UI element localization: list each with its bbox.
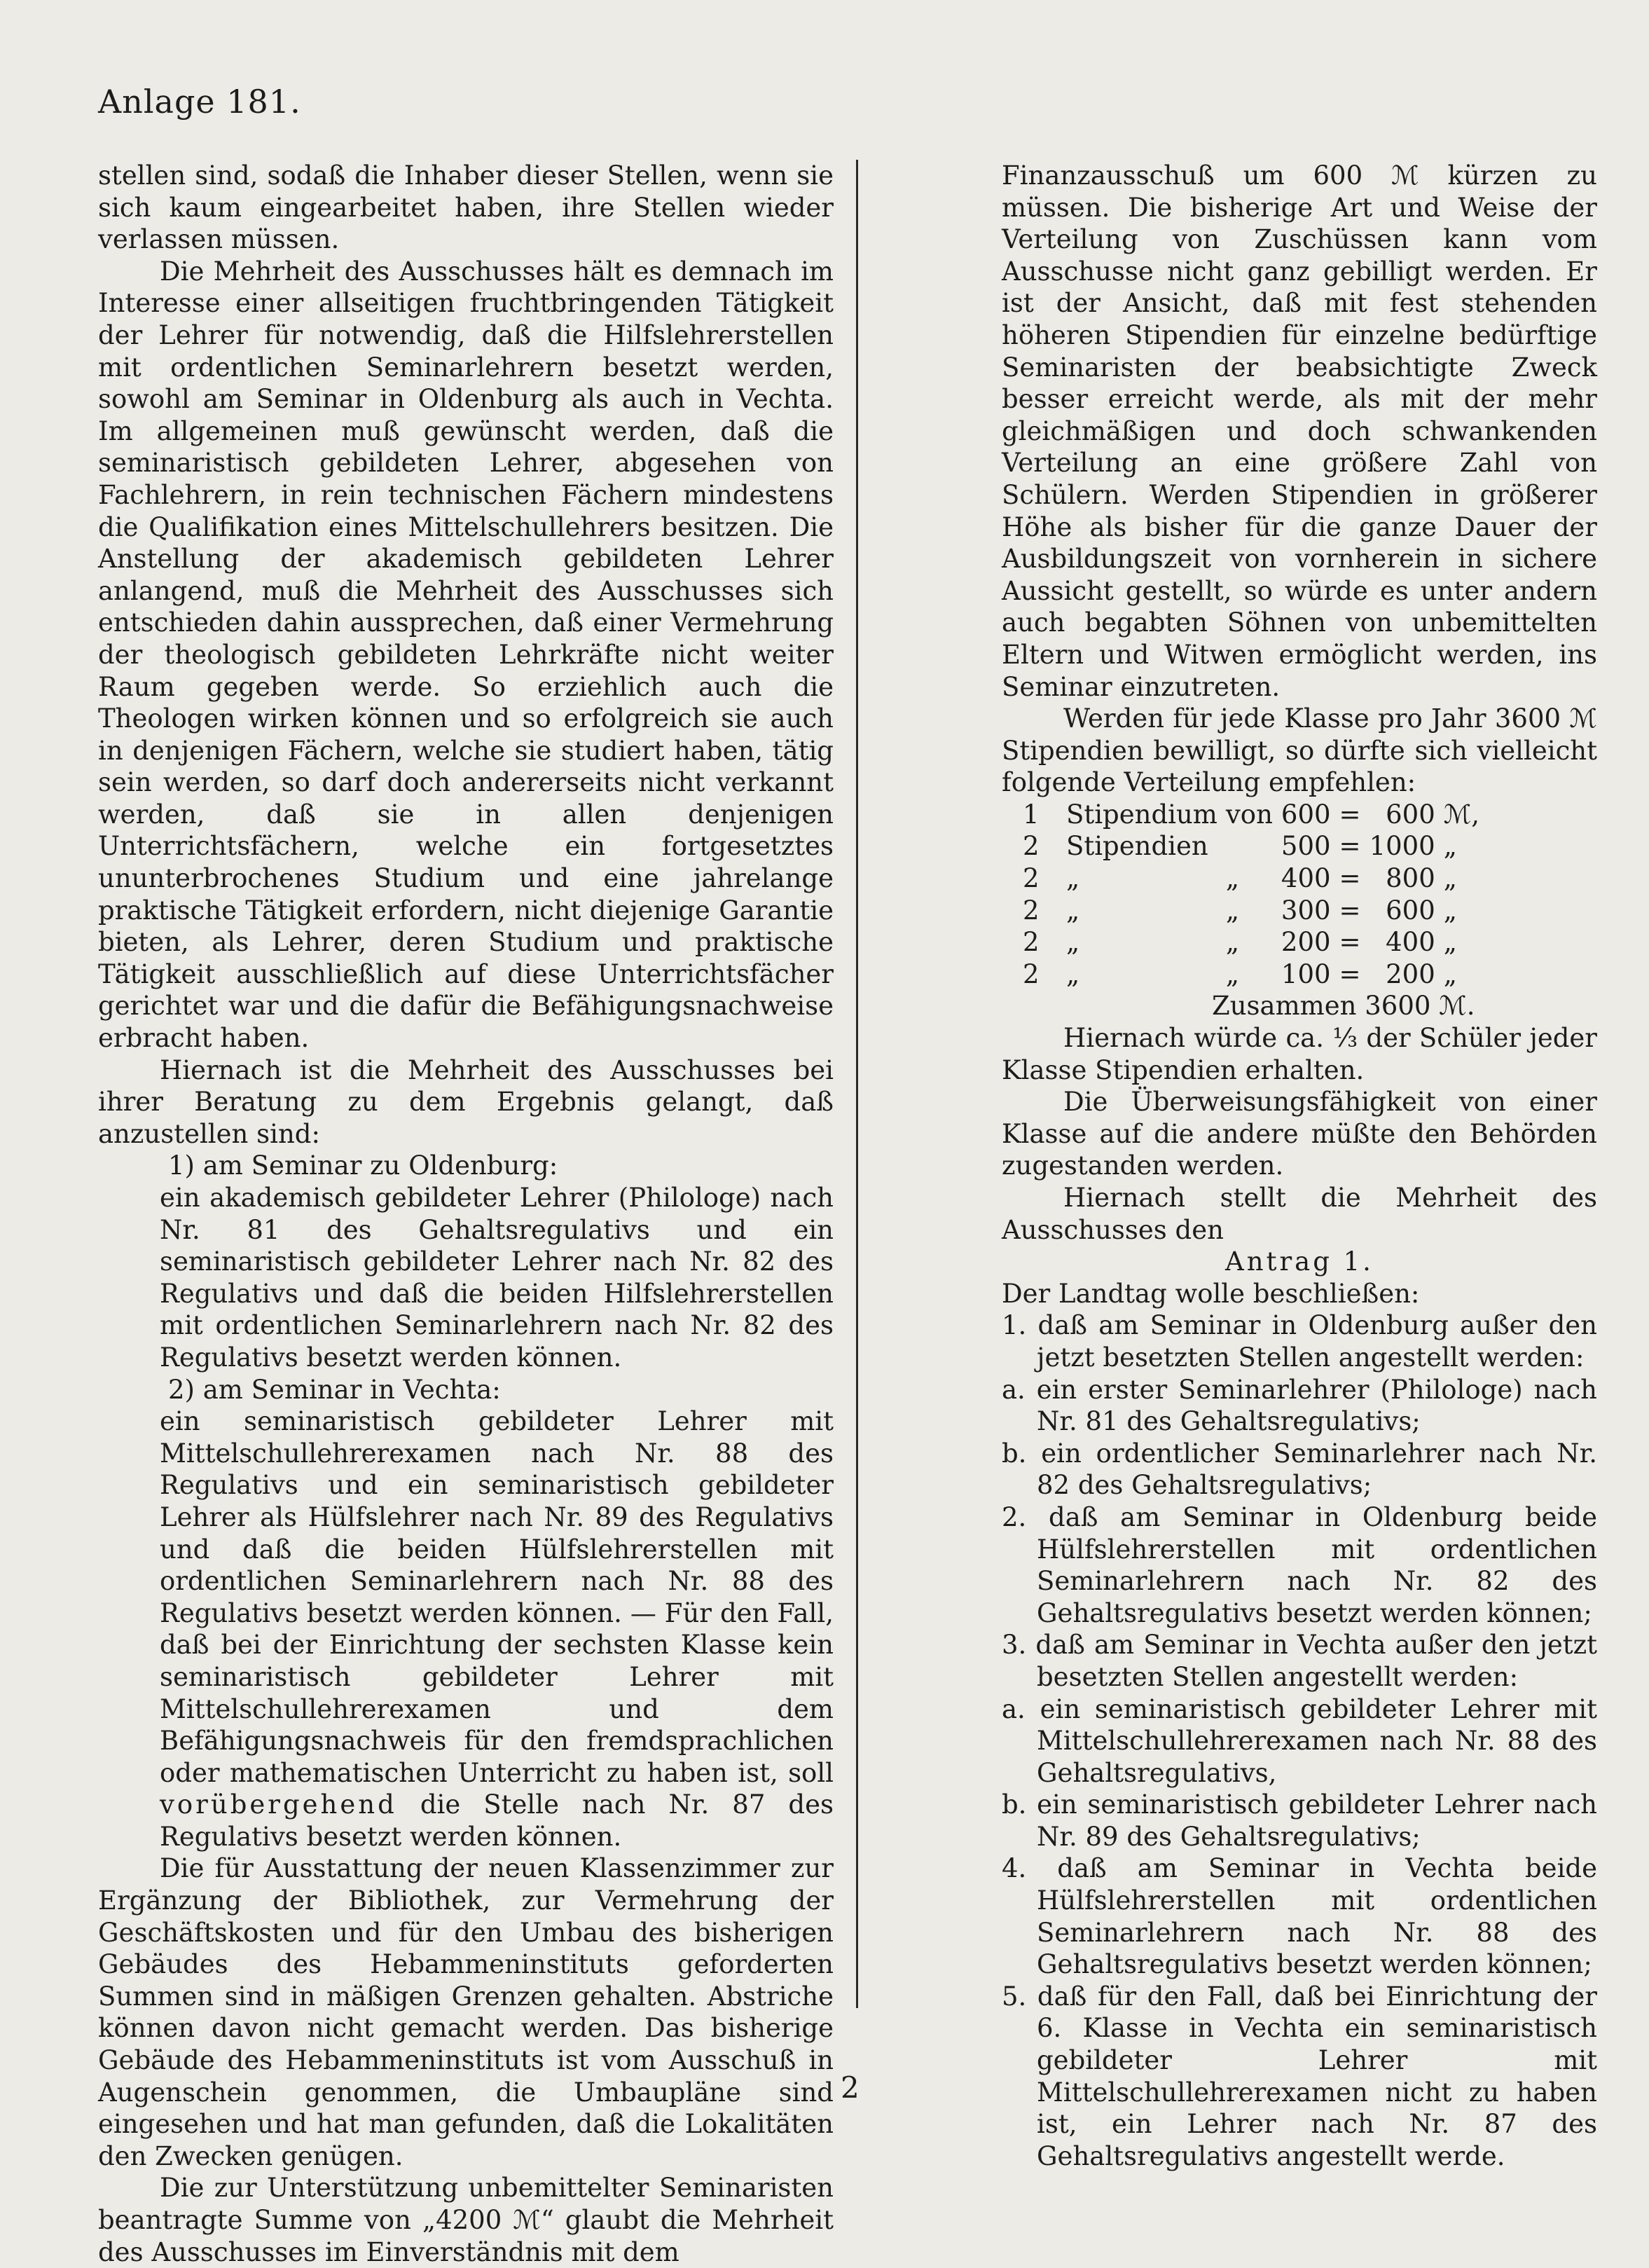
antrag-item: b. ein seminaristisch gebildeter Lehrer nach Nr. 89 des Gehaltsregulativs; — [1002, 1789, 1597, 1852]
stipend-cell-total: 800 — [1386, 863, 1435, 894]
stipend-cell-unit: „ — [1443, 927, 1457, 958]
antrag-item: 1. daß am Seminar in Oldenburg außer den jetzt besetzten Stellen angestellt werden: — [1002, 1310, 1597, 1373]
paragraph: Der Landtag wolle beschließen: — [1002, 1278, 1420, 1309]
stipend-cell-unit: „ — [1443, 831, 1457, 862]
list-item-heading: 2) am Seminar in Vechta: — [168, 1374, 501, 1405]
left-column — [98, 160, 834, 2268]
antrag-item: a. ein seminaristisch gebildeter Lehrer mit Mittelschullehrerexamen nach Nr. 88 des Gehaltsregulativs, — [1002, 1693, 1597, 1788]
stipend-cell-eq: = — [1339, 927, 1361, 958]
stipend-cell-eq: = — [1339, 958, 1361, 989]
stipend-row — [1002, 895, 1484, 927]
stipend-cell-unit: „ — [1443, 895, 1457, 926]
page-number: 2 — [841, 2070, 860, 2105]
stipend-row — [1002, 926, 1484, 958]
stipend-cell-mid — [1222, 830, 1277, 862]
antrag-heading: Antrag 1. — [1225, 1246, 1374, 1277]
stipend-cell-eq: = — [1339, 799, 1361, 830]
stipend-row — [1002, 958, 1484, 991]
antrag-item: 5. daß für den Fall, daß bei Einrichtung der 6. Klasse in Vechta ein seminaristisch gebildeter Lehrer mit Mittelschullehrerexamen nicht zu haben ist, ein Lehrer nach Nr. 87 des Gehaltsregulativs angestellt werde. — [1002, 1981, 1597, 2171]
stipend-cell-mid: von — [1225, 799, 1273, 830]
stipend-cell-label: „ — [1066, 895, 1080, 926]
stipend-cell-mid: „ — [1225, 958, 1240, 989]
list-item-heading: 1) am Seminar zu Oldenburg: — [168, 1150, 558, 1181]
stipend-row — [1002, 830, 1484, 862]
stipend-cell-eq: = — [1339, 831, 1361, 862]
stipend-row — [1002, 799, 1484, 831]
stipend-row — [1002, 862, 1484, 895]
text-run: ein seminaristisch gebildeter Lehrer mit Mittelschullehrerexamen nach Nr. 88 des Regulativs und ein seminaristisch gebildeter Lehrer als Hülfslehrer nach Nr. 89 des Regulativs und daß die beiden Hülfslehrerstellen mit ordentlichen Seminarlehrern nach Nr. 88 des Regulativs besetzt werden können. — Für den Fall, daß bei der Einrichtung der sechsten Klasse kein seminaristisch gebildeter Lehrer mit Mittelschullehrerexamen und dem Befähigungsnachweis für den fremdsprachlichen oder mathematischen Unterricht zu haben ist, soll — [160, 1406, 834, 1788]
stipend-cell-total: 200 — [1386, 958, 1435, 989]
stipend-cell-mid: „ — [1225, 895, 1240, 926]
stipend-cell-n: 2 — [1023, 863, 1040, 894]
list-item-body — [98, 1406, 834, 1853]
paragraph: Hiernach stellt die Mehrheit des Ausschusses den — [1002, 1183, 1597, 1245]
stipend-cell-total: 400 — [1386, 927, 1435, 958]
stipend-cell-label: Stipendium — [1066, 799, 1217, 830]
stipend-cell-n: 2 — [1023, 895, 1040, 926]
paragraph: Finanzausschuß um 600 ℳ kürzen zu müssen. Die bisherige Art und Weise der Verteilung von Zuschüssen kann vom Ausschusse nicht ganz gebilligt werden. Er ist der Ansicht, daß mit fest stehenden höheren Stipendien für einzelne bedürftige Seminaristen der beabsichtigte Zweck besser erreicht werde, als mit der mehr gleichmäßigen und doch schwankenden Verteilung an eine größere Zahl von Schülern. Werden Stipendien in größerer Höhe als bisher für die ganze Dauer der Ausbildungszeit von vornherein in sichere Aussicht gestellt, so würde es unter andern auch begabten Söhnen von unbemittelten Eltern und Witwen ermöglicht werden, ins Seminar einzutreten. — [1002, 160, 1597, 702]
list-item-body: ein akademisch gebildeter Lehrer (Philologe) nach Nr. 81 des Gehaltsregulativs und ein seminaristisch gebildeter Lehrer nach Nr. 82 des Regulativs und daß die beiden Hilfslehrerstellen mit ordentlichen Seminarlehrern nach Nr. 82 des Regulativs besetzt werden können. — [160, 1183, 834, 1373]
antrag-item: b. ein ordentlicher Seminarlehrer nach Nr. 82 des Gehaltsregulativs; — [1002, 1438, 1597, 1501]
stipend-cell-unit: „ — [1443, 863, 1457, 894]
stipend-cell-unit: „ — [1443, 958, 1457, 989]
antrag-item: 4. daß am Seminar in Vechta beide Hülfslehrerstellen mit ordentlichen Seminarlehrern nach Nr. 88 des Gehaltsregulativs besetzt werden können; — [1002, 1853, 1597, 1980]
stipend-cell-label: „ — [1066, 958, 1080, 989]
paragraph: stellen sind, sodaß die Inhaber dieser Stellen, wenn sie sich kaum eingearbeitet haben, ihre Stellen wieder verlassen müssen. — [98, 160, 834, 255]
antrag-list — [1002, 1310, 1597, 2172]
antrag-item: 3. daß am Seminar in Vechta außer den jetzt besetzten Stellen angestellt werden: — [1002, 1630, 1597, 1692]
stipend-cell-amount: 600 — [1281, 799, 1331, 830]
spaced-emphasis: vorübergehend — [160, 1789, 397, 1820]
paragraph: Werden für jede Klasse pro Jahr 3600 ℳ Stipendien bewilligt, so dürfte sich vielleicht folgende Verteilung empfehlen: — [1002, 703, 1597, 798]
stipend-sum: Zusammen 3600 ℳ. — [1212, 991, 1475, 1022]
stipend-cell-label: „ — [1066, 863, 1080, 894]
stipend-cell-total: 600 — [1386, 799, 1435, 830]
stipend-cell-n: 2 — [1023, 958, 1040, 989]
stipend-cell-amount: 500 — [1281, 831, 1331, 862]
stipend-cell-eq: = — [1339, 895, 1361, 926]
paragraph: Die Mehrheit des Ausschusses hält es demnach im Interesse einer allseitigen fruchtbringenden Tätigkeit der Lehrer für notwendig, daß die Hilfslehrerstellen mit ordentlichen Seminarlehrern besetzt werden, sowohl am Seminar in Oldenburg als auch in Vechta. Im allgemeinen muß gewünscht werden, daß die seminaristisch gebildeten Lehrer, abgesehen von Fachlehrern, in rein technischen Fächern mindestens die Qualifikation eines Mittelschullehrers besitzen. Die Anstellung der akademisch gebildeten Lehrer anlangend, muß die Mehrheit des Ausschusses sich entschieden dahin aussprechen, daß einer Vermehrung der theologisch gebildeten Lehrkräfte nicht weiter Raum gegeben werde. So erziehlich auch die Theologen wirken können und so erfolgreich sie auch in denjenigen Fächern, welche sie studiert haben, tätig sein werden, so darf doch andererseits nicht verkannt werden, daß sie in allen denjenigen Unterrichtsfächern, welche ein fortgesetztes ununterbrochenes Studium und eine jahrelange praktische Tätigkeit erfordern, nicht diejenige Garantie bieten, als Lehrer, deren Studium und praktische Tätigkeit ausschließlich auf diese Unterrichtsfächer gerichtet war und die dafür die Befähigungsnachweise erbracht haben. — [98, 256, 834, 1054]
stipend-cell-label: Stipendien — [1066, 831, 1208, 862]
column-divider — [856, 160, 858, 2008]
stipend-cell-n: 2 — [1023, 831, 1040, 862]
stipend-cell-amount: 400 — [1281, 863, 1331, 894]
stipend-table — [1002, 799, 1484, 991]
stipend-cell-n: 1 — [1023, 799, 1040, 830]
stipend-cell-amount: 100 — [1281, 958, 1331, 989]
text-run: die Stelle nach Nr. 87 des Regulativs besetzt werden können. — [160, 1789, 834, 1852]
right-column — [1002, 160, 1597, 2172]
stipend-cell-mid: „ — [1225, 927, 1240, 958]
paragraph: Hiernach ist die Mehrheit des Ausschusses bei ihrer Beratung zu dem Ergebnis gelangt, daß anzustellen sind: — [98, 1054, 834, 1149]
stipend-cell-eq: = — [1339, 863, 1361, 894]
stipend-cell-label: „ — [1066, 927, 1080, 958]
stipend-cell-unit: ℳ, — [1443, 799, 1480, 830]
stipend-cell-total: 600 — [1386, 895, 1435, 926]
stipend-cell-amount: 200 — [1281, 927, 1331, 958]
paragraph: Hiernach würde ca. ⅓ der Schüler jeder Klasse Stipendien erhalten. — [1002, 1023, 1597, 1085]
page-header: Anlage 181. — [98, 83, 301, 121]
antrag-item: 2. daß am Seminar in Oldenburg beide Hülfslehrerstellen mit ordentlichen Seminarlehrern nach Nr. 82 des Gehaltsregulativs besetzt werden können; — [1002, 1501, 1597, 1628]
antrag-item: a. ein erster Seminarlehrer (Philologe) nach Nr. 81 des Gehaltsregulativs; — [1002, 1374, 1597, 1437]
paragraph: Die Überweisungsfähigkeit von einer Klasse auf die andere müßte den Behörden zugestanden werden. — [1002, 1087, 1597, 1181]
stipend-cell-amount: 300 — [1281, 895, 1331, 926]
stipend-cell-mid: „ — [1225, 863, 1240, 894]
stipend-cell-total: 1000 — [1369, 831, 1435, 862]
stipend-cell-n: 2 — [1023, 927, 1040, 958]
paragraph: Die zur Unterstützung unbemittelter Seminaristen beantragte Summe von „4200 ℳ“ glaubt die Mehrheit des Ausschusses im Einverständnis mit dem — [98, 2173, 834, 2267]
paragraph: Die für Ausstattung der neuen Klassenzimmer zur Ergänzung der Bibliothek, zur Vermehrung der Geschäftskosten und für den Umbau des bisherigen Gebäudes des Hebammeninstituts geforderten Summen sind in mäßigen Grenzen gehalten. Abstriche können davon nicht gemacht werden. Das bisherige Gebäude des Hebammeninstituts ist vom Ausschuß in Augenschein genommen, die Umbaupläne sind eingesehen und hat man gefunden, daß die Lokalitäten den Zwecken genügen. — [98, 1853, 834, 2171]
